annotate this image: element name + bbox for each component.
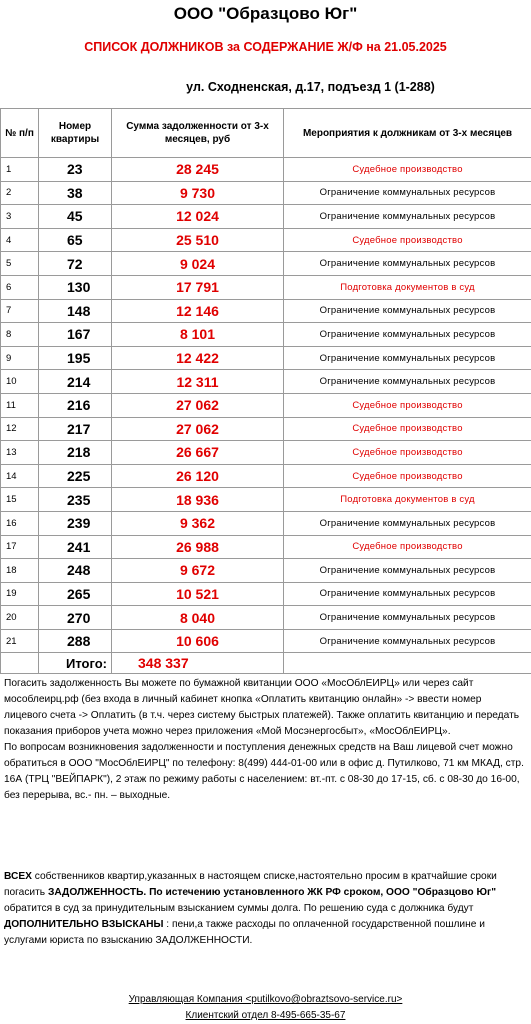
table-row [1, 441, 531, 465]
row-number: 4 [1, 228, 39, 252]
apartment-number: 167 [39, 323, 112, 347]
table-row [1, 535, 531, 559]
debt-amount: 17 791 [112, 275, 284, 299]
table-row [1, 205, 531, 229]
warning-text-2: обратится в суд за принудительным взысканием суммы долга. По решению суда с должника будут [4, 903, 474, 914]
apartment-number: 195 [39, 346, 112, 370]
row-number: 18 [1, 559, 39, 583]
warning-bold-1: ВСЕХ [4, 871, 32, 882]
warning-bold-2: ЗАДОЛЖЕННОСТЬ. По истечению установленного ЖК РФ сроком, ООО "Образцово Юг" [47, 887, 497, 898]
debtor-measure: Ограничение коммунальных ресурсов [284, 559, 531, 583]
row-number: 3 [1, 205, 39, 229]
table-row [1, 158, 531, 182]
apartment-number: 23 [39, 158, 112, 182]
row-number: 15 [1, 488, 39, 512]
debt-amount: 26 120 [112, 464, 284, 488]
table-row [1, 629, 531, 653]
debtor-measure: Ограничение коммунальных ресурсов [284, 582, 531, 606]
apartment-number: 65 [39, 228, 112, 252]
table-row [1, 488, 531, 512]
payment-info-paragraph [4, 676, 526, 804]
debtors-table [0, 108, 531, 674]
debtor-measure: Подготовка документов в суд [284, 488, 531, 512]
table-row [1, 275, 531, 299]
debt-amount: 9 024 [112, 252, 284, 276]
apartment-number: 218 [39, 441, 112, 465]
row-number: 14 [1, 464, 39, 488]
debtor-measure: Ограничение коммунальных ресурсов [284, 181, 531, 205]
row-number: 20 [1, 606, 39, 630]
debtor-measure: Ограничение коммунальных ресурсов [284, 511, 531, 535]
row-number: 9 [1, 346, 39, 370]
debtor-measure: Ограничение коммунальных ресурсов [284, 323, 531, 347]
total-empty-cell-2 [284, 653, 531, 674]
apartment-number: 72 [39, 252, 112, 276]
debtor-measure: Судебное производство [284, 417, 531, 441]
apartment-number: 148 [39, 299, 112, 323]
apartment-number: 270 [39, 606, 112, 630]
address: ул. Сходненская, д.17, подъезд 1 (1-288) [186, 80, 435, 94]
debt-amount: 26 667 [112, 441, 284, 465]
debtor-measure: Ограничение коммунальных ресурсов [284, 252, 531, 276]
total-value: 348 337 [112, 653, 284, 674]
total-empty-cell [1, 653, 39, 674]
list-title: СПИСОК ДОЛЖНИКОВ за СОДЕРЖАНИЕ Ж/Ф на 21.05.2025 [84, 40, 447, 54]
table-row [1, 370, 531, 394]
apartment-number: 288 [39, 629, 112, 653]
debt-amount: 9 730 [112, 181, 284, 205]
debt-amount: 9 362 [112, 511, 284, 535]
row-number: 21 [1, 629, 39, 653]
col-header-num: № п/п [1, 109, 39, 158]
table-row [1, 346, 531, 370]
debtor-measure: Ограничение коммунальных ресурсов [284, 299, 531, 323]
apartment-number: 239 [39, 511, 112, 535]
debt-amount: 26 988 [112, 535, 284, 559]
table-row [1, 582, 531, 606]
debt-amount: 10 606 [112, 629, 284, 653]
row-number: 17 [1, 535, 39, 559]
company-title: ООО "Образцово Юг" [173, 4, 358, 23]
apartment-number: 225 [39, 464, 112, 488]
row-number: 19 [1, 582, 39, 606]
apartment-number: 217 [39, 417, 112, 441]
table-row [1, 393, 531, 417]
debt-amount: 12 024 [112, 205, 284, 229]
col-header-apartment: Номер квартиры [39, 109, 112, 158]
table-row [1, 606, 531, 630]
debt-amount: 12 311 [112, 370, 284, 394]
table-row [1, 323, 531, 347]
debt-amount: 18 936 [112, 488, 284, 512]
total-row [1, 653, 531, 674]
warning-text-1: собственников квартир,указанных в настоящем списке,настоятельно просим в кратчайшие сроки погасить [4, 871, 497, 898]
table-row [1, 511, 531, 535]
row-number: 2 [1, 181, 39, 205]
debtor-measure: Судебное производство [284, 464, 531, 488]
row-number: 8 [1, 323, 39, 347]
table-row [1, 417, 531, 441]
debtor-measure: Судебное производство [284, 158, 531, 182]
apartment-number: 216 [39, 393, 112, 417]
apartment-number: 241 [39, 535, 112, 559]
apartment-number: 248 [39, 559, 112, 583]
table-row [1, 299, 531, 323]
table-header-row [1, 109, 531, 158]
debt-amount: 12 146 [112, 299, 284, 323]
debt-amount: 8 040 [112, 606, 284, 630]
table-row [1, 181, 531, 205]
table-row [1, 559, 531, 583]
debt-amount: 12 422 [112, 346, 284, 370]
row-number: 6 [1, 275, 39, 299]
debt-amount: 28 245 [112, 158, 284, 182]
total-label: Итого: [39, 653, 112, 674]
debtor-measure: Судебное производство [284, 228, 531, 252]
debt-amount: 9 672 [112, 559, 284, 583]
debt-amount: 27 062 [112, 417, 284, 441]
col-header-measures: Мероприятия к должникам от 3-х месяцев [284, 109, 531, 158]
debtor-measure: Ограничение коммунальных ресурсов [284, 370, 531, 394]
apartment-number: 130 [39, 275, 112, 299]
row-number: 5 [1, 252, 39, 276]
row-number: 1 [1, 158, 39, 182]
footer-company-email[interactable]: Управляющая Компания <putilkovo@obraztsovo-service.ru> [128, 994, 403, 1005]
debt-amount: 25 510 [112, 228, 284, 252]
apartment-number: 265 [39, 582, 112, 606]
row-number: 13 [1, 441, 39, 465]
debtor-measure: Ограничение коммунальных ресурсов [284, 629, 531, 653]
payment-info-text: Погасить задолженность Вы можете по бумажной квитанции ООО «МосОблЕИРЦ» или через сайт мособлеирц.рф (без входа в личный кабинет кнопка «Оплатить квитанцию онлайн» -> ввести номер лицевого счета -> Оплатить (в т.ч. через систему быстрых платежей). Также оплатить квитанцию и передать показания приборов учета можно через приложения «Мой Мосэнергосбыт», «МосОблЕИРЦ». По вопросам возникновения задолженности и поступления денежных средств на Ваш лицевой счет можно обратиться в ООО "МосОблЕИРЦ" по телефону: 8(499) 444-01-00 или в офис д. Путилково, 71 км МКАД, стр. 16А (ТРЦ "ВЕЙПАРК"), 2 этаж по режиму работы с населением: вт.-пт. с 08-30 до 17-15, сб. с 08-30 до 16-00, без перерыва, вс.- пн. – выходные. [4, 678, 524, 801]
row-number: 16 [1, 511, 39, 535]
table-body [1, 158, 531, 653]
debt-amount: 10 521 [112, 582, 284, 606]
warning-text-3: : пени,а также расходы по оплаченной государственной пошлине и услугами юриста по взысканию ЗАДОЛЖЕННОСТИ. [4, 919, 485, 946]
debt-amount: 8 101 [112, 323, 284, 347]
debt-amount: 27 062 [112, 393, 284, 417]
row-number: 7 [1, 299, 39, 323]
apartment-number: 214 [39, 370, 112, 394]
debtor-measure: Ограничение коммунальных ресурсов [284, 346, 531, 370]
row-number: 11 [1, 393, 39, 417]
debtor-measure: Судебное производство [284, 441, 531, 465]
footer [0, 992, 531, 1024]
table-row [1, 252, 531, 276]
debtor-measure: Ограничение коммунальных ресурсов [284, 205, 531, 229]
debtor-measure: Подготовка документов в суд [284, 275, 531, 299]
debtor-measure: Судебное производство [284, 393, 531, 417]
warning-paragraph [4, 869, 526, 949]
apartment-number: 38 [39, 181, 112, 205]
apartment-number: 45 [39, 205, 112, 229]
row-number: 10 [1, 370, 39, 394]
table-row [1, 464, 531, 488]
debtor-measure: Ограничение коммунальных ресурсов [284, 606, 531, 630]
footer-client-phone[interactable]: Клиентский отдел 8-495-665-35-67 [185, 1010, 346, 1021]
apartment-number: 235 [39, 488, 112, 512]
warning-bold-3: ДОПОЛНИТЕЛЬНО ВЗЫСКАНЫ [4, 919, 164, 930]
table-row [1, 228, 531, 252]
debtor-measure: Судебное производство [284, 535, 531, 559]
row-number: 12 [1, 417, 39, 441]
col-header-sum: Сумма задолженности от 3-х месяцев, руб [112, 109, 284, 158]
